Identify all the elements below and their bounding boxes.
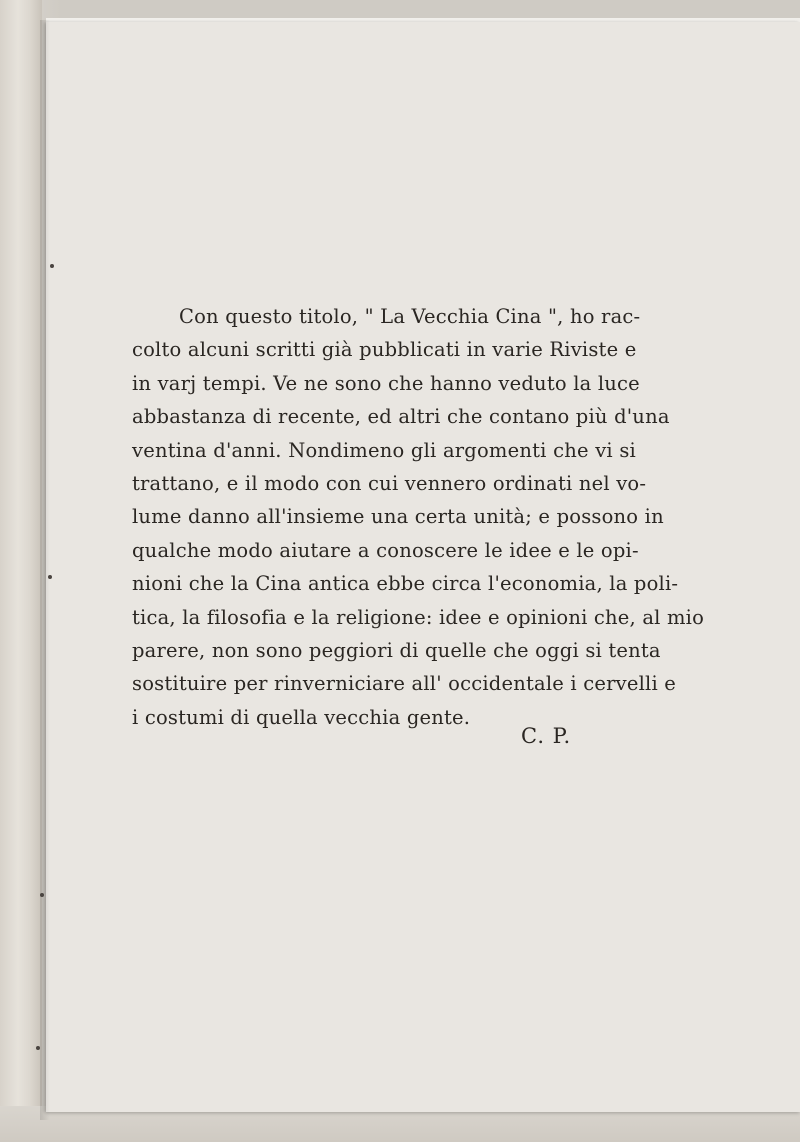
preface-line: i costumi di quella vecchia gente. xyxy=(132,705,471,729)
preface-line: in varj tempi. Ve ne sono che hanno veduto la luce xyxy=(132,371,640,395)
author-signature: C. P. xyxy=(521,724,572,748)
binding-speck xyxy=(36,1046,40,1050)
preface-line: colto alcuni scritti già pubblicati in varie Riviste e xyxy=(132,338,637,362)
binding-speck xyxy=(40,893,44,897)
preface-line: qualche modo aiutare a conoscere le idee e le opi- xyxy=(132,538,639,562)
binding-speck xyxy=(50,264,54,268)
preface-line: Con questo titolo, " La Vecchia Cina ", ho rac- xyxy=(179,305,641,328)
preface-text xyxy=(132,300,705,734)
preface-line: nioni che la Cina antica ebbe circa l'economia, la poli- xyxy=(132,572,679,596)
book-cover-left xyxy=(0,0,42,1142)
preface-line: parere, non sono peggiori di quelle che oggi si tenta xyxy=(132,639,661,663)
preface-line: trattano, e il modo con cui vennero ordinati nel vo- xyxy=(132,472,647,496)
preface-line: abbastanza di recente, ed altri che contano più d'una xyxy=(132,405,670,429)
spine-shadow xyxy=(40,20,50,1120)
preface-line: lume danno all'insieme una certa unità; e possono in xyxy=(132,505,664,529)
preface-line: tica, la filosofia e la religione: idee e opinioni che, al mio xyxy=(132,605,705,629)
binding-speck xyxy=(48,575,52,579)
preface-line: sostituire per rinverniciare all' occidentale i cervelli e xyxy=(132,672,677,696)
preface-line: ventina d'anni. Nondimeno gli argomenti che vi si xyxy=(132,438,636,462)
